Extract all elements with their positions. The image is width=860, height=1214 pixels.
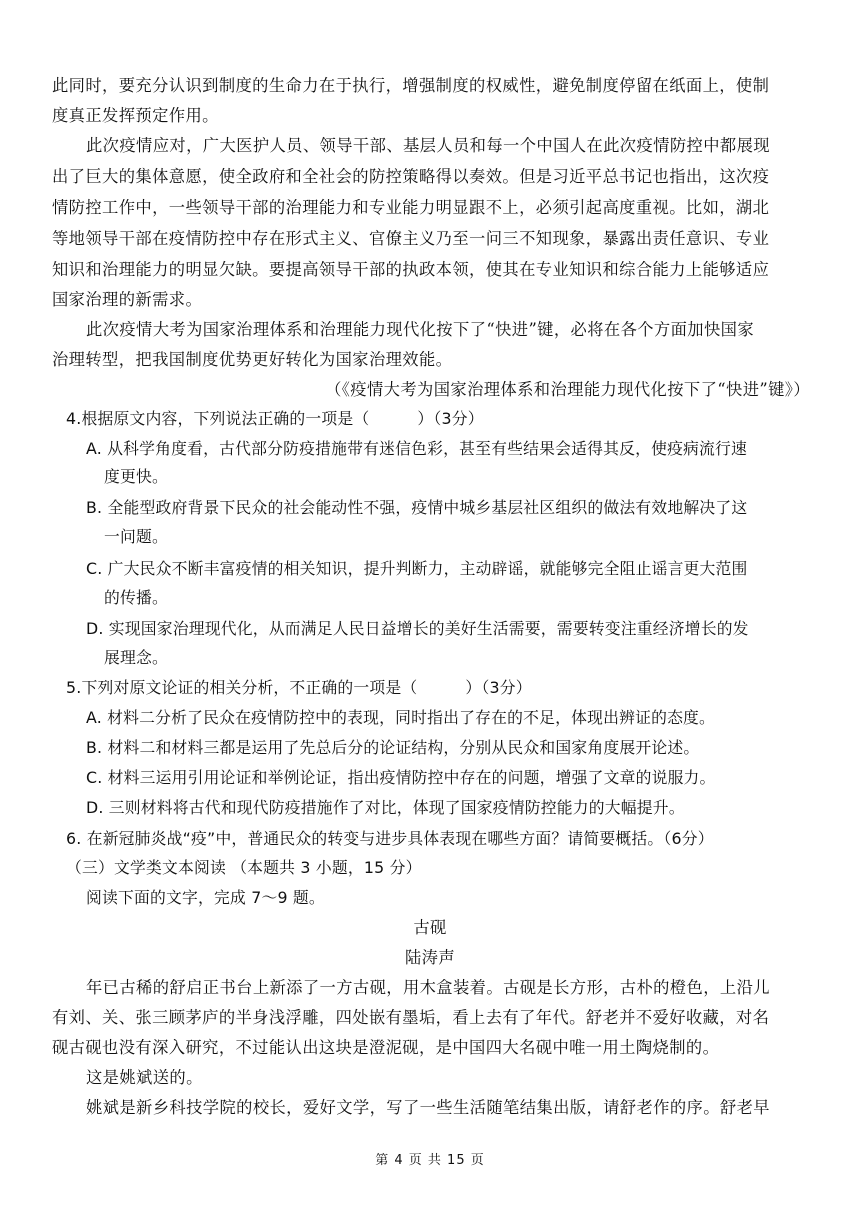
question-5-option-b: B. 材料二和材料三都是运用了先总后分的论证结构，分别从民众和国家角度展开论述。	[86, 738, 700, 757]
passage-line: 此次疫情应对，广大医护人员、领导干部、基层人员和每一个中国人在此次疫情防控中都展现	[86, 136, 770, 155]
question-5-option-a: A. 材料二分析了民众在疫情防控中的表现，同时指出了存在的不足，体现出辨证的态度。	[86, 708, 716, 727]
passage-line: 国家治理的新需求。	[52, 290, 203, 309]
passage-line: 等地领导干部在疫情防控中存在形式主义、官僚主义乃至一问三不知现象，暴露出责任意识、专业	[52, 229, 770, 248]
question-4-option-d: D. 实现国家治理现代化，从而满足人民日益增长的美好生活需要，需要转变注重经济增长的发	[86, 619, 749, 638]
question-4-option-c-cont: 的传播。	[104, 588, 168, 607]
question-4-option-a: A. 从科学角度看，古代部分防疫措施带有迷信色彩，甚至有些结果会适得其反，使疫病流行速	[86, 439, 748, 458]
story-line: 有刘、关、张三顾茅庐的半身浅浮雕，四处嵌有墨垢，看上去有了年代。舒老并不爱好收藏，对名	[52, 1008, 770, 1027]
question-4-option-b: B. 全能型政府背景下民众的社会能动性不强，疫情中城乡基层社区组织的做法有效地解决了这	[86, 498, 748, 517]
passage-line: 此同时，要充分认识到制度的生命力在于执行，增强制度的权威性，避免制度停留在纸面上，使制	[52, 76, 770, 95]
question-4-option-b-cont: 一问题。	[104, 527, 168, 546]
passage-line: 治理转型，把我国制度优势更好转化为国家治理效能。	[52, 350, 453, 369]
passage-line: 情防控工作中，一些领导干部的治理能力和专业能力明显跟不上，必须引起高度重视。比如，湖北	[52, 198, 770, 217]
story-title: 古砚	[413, 918, 447, 937]
question-4-stem: 4.根据原文内容，下列说法正确的一项是（ ）（3分）	[66, 409, 484, 428]
passage-line: 此次疫情大考为国家治理体系和治理能力现代化按下了“快进”键，必将在各个方面加快国家	[86, 320, 755, 339]
question-4-option-c: C. 广大民众不断丰富疫情的相关知识，提升判断力，主动辟谣，就能够完全阻止谣言更大范围	[86, 559, 748, 578]
story-line: 年已古稀的舒启正书台上新添了一方古砚，用木盒装着。古砚是长方形，古朴的橙色，上沿儿	[86, 978, 770, 997]
question-4-option-d-cont: 展理念。	[104, 648, 168, 667]
passage-line: 出了巨大的集体意愿，使全政府和全社会的防控策略得以奏效。但是习近平总书记也指出，这次疫	[52, 167, 770, 186]
question-6: 6. 在新冠肺炎战“疫”中，普通民众的转变与进步具体表现在哪些方面？请简要概括。（6分）	[66, 829, 714, 848]
passage-line: 知识和治理能力的明显欠缺。要提高领导干部的执政本领，使其在专业知识和综合能力上能够适应	[52, 260, 770, 279]
section-instruction: 阅读下面的文字，完成 7～9 题。	[86, 888, 325, 907]
question-5-option-d: D. 三则材料将古代和现代防疫措施作了对比，体现了国家疫情防控能力的大幅提升。	[86, 798, 685, 817]
question-5-stem: 5.下列对原文论证的相关分析，不正确的一项是（ ）（3分）	[66, 678, 532, 697]
question-5-option-c: C. 材料三运用引用论证和举例论证，指出疫情防控中存在的问题，增强了文章的说服力。	[86, 768, 716, 787]
story-line: 姚斌是新乡科技学院的校长，爱好文学，写了一些生活随笔结集出版，请舒老作的序。舒老早	[86, 1098, 770, 1117]
page-footer: 第 4 页 共 15 页	[375, 1153, 485, 1168]
section-heading: （三）文学类文本阅读 （本题共 3 小题，15 分）	[66, 858, 422, 877]
passage-line: 度真正发挥预定作用。	[52, 106, 219, 125]
source-citation: （《疫情大考为国家治理体系和治理能力现代化按下了“快进”键》）	[325, 380, 810, 399]
question-4-option-a-cont: 度更快。	[104, 467, 168, 486]
story-author: 陆涛声	[404, 948, 456, 967]
story-line: 砚古砚也没有深入研究，不过能认出这块是澄泥砚，是中国四大名砚中唯一用土陶烧制的。	[52, 1038, 720, 1057]
story-line: 这是姚斌送的。	[86, 1068, 203, 1087]
